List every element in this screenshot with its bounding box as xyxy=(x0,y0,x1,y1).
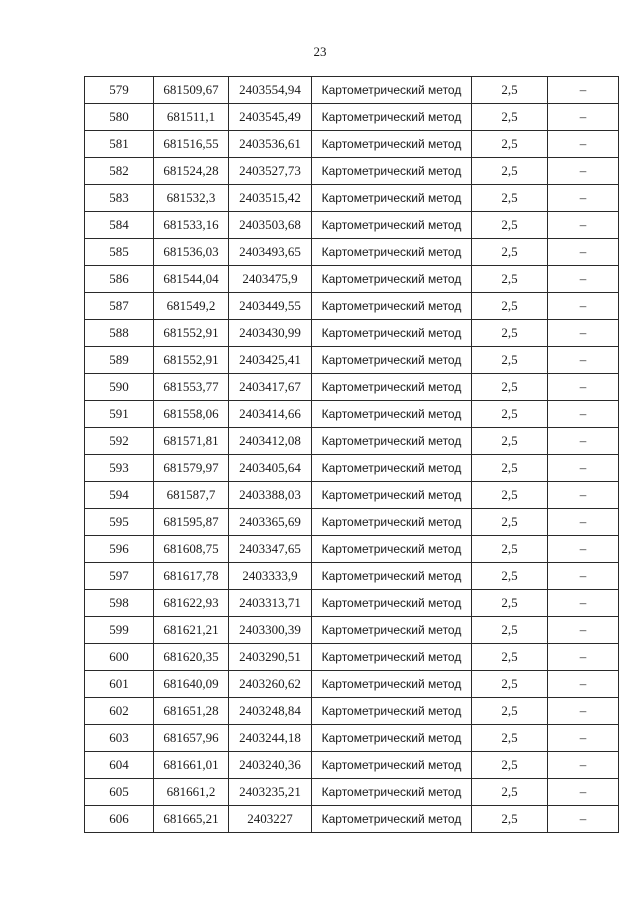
accuracy-cell: 2,5 xyxy=(472,131,548,158)
accuracy-cell: 2,5 xyxy=(472,374,548,401)
method-cell: Картометрический метод xyxy=(312,104,472,131)
accuracy-cell: 2,5 xyxy=(472,158,548,185)
point-number-cell: 581 xyxy=(85,131,154,158)
coordinates-table xyxy=(84,76,619,833)
table-row xyxy=(85,293,619,320)
x-coordinate-cell: 681608,75 xyxy=(154,536,229,563)
method-cell: Картометрический метод xyxy=(312,509,472,536)
table-row xyxy=(85,536,619,563)
method-cell: Картометрический метод xyxy=(312,428,472,455)
method-cell: Картометрический метод xyxy=(312,725,472,752)
y-coordinate-cell: 2403417,67 xyxy=(229,374,312,401)
accuracy-cell: 2,5 xyxy=(472,482,548,509)
table-row xyxy=(85,698,619,725)
method-cell: Картометрический метод xyxy=(312,455,472,482)
y-coordinate-cell: 2403290,51 xyxy=(229,644,312,671)
x-coordinate-cell: 681524,28 xyxy=(154,158,229,185)
y-coordinate-cell: 2403240,36 xyxy=(229,752,312,779)
x-coordinate-cell: 681553,77 xyxy=(154,374,229,401)
note-cell: – xyxy=(548,77,619,104)
y-coordinate-cell: 2403554,94 xyxy=(229,77,312,104)
x-coordinate-cell: 681558,06 xyxy=(154,401,229,428)
y-coordinate-cell: 2403333,9 xyxy=(229,563,312,590)
table-row xyxy=(85,104,619,131)
y-coordinate-cell: 2403260,62 xyxy=(229,671,312,698)
point-number-cell: 593 xyxy=(85,455,154,482)
note-cell: – xyxy=(548,725,619,752)
note-cell: – xyxy=(548,752,619,779)
method-cell: Картометрический метод xyxy=(312,212,472,239)
x-coordinate-cell: 681587,7 xyxy=(154,482,229,509)
point-number-cell: 600 xyxy=(85,644,154,671)
table-row xyxy=(85,779,619,806)
x-coordinate-cell: 681532,3 xyxy=(154,185,229,212)
note-cell: – xyxy=(548,806,619,833)
y-coordinate-cell: 2403493,65 xyxy=(229,239,312,266)
x-coordinate-cell: 681533,16 xyxy=(154,212,229,239)
point-number-cell: 599 xyxy=(85,617,154,644)
table-row xyxy=(85,401,619,428)
y-coordinate-cell: 2403244,18 xyxy=(229,725,312,752)
x-coordinate-cell: 681621,21 xyxy=(154,617,229,644)
accuracy-cell: 2,5 xyxy=(472,347,548,374)
y-coordinate-cell: 2403515,42 xyxy=(229,185,312,212)
method-cell: Картометрический метод xyxy=(312,752,472,779)
method-cell: Картометрический метод xyxy=(312,644,472,671)
x-coordinate-cell: 681552,91 xyxy=(154,347,229,374)
accuracy-cell: 2,5 xyxy=(472,266,548,293)
table-row xyxy=(85,185,619,212)
note-cell: – xyxy=(548,779,619,806)
accuracy-cell: 2,5 xyxy=(472,563,548,590)
method-cell: Картометрический метод xyxy=(312,563,472,590)
x-coordinate-cell: 681640,09 xyxy=(154,671,229,698)
note-cell: – xyxy=(548,671,619,698)
point-number-cell: 589 xyxy=(85,347,154,374)
method-cell: Картометрический метод xyxy=(312,347,472,374)
note-cell: – xyxy=(548,401,619,428)
method-cell: Картометрический метод xyxy=(312,806,472,833)
y-coordinate-cell: 2403449,55 xyxy=(229,293,312,320)
note-cell: – xyxy=(548,644,619,671)
table-row xyxy=(85,428,619,455)
x-coordinate-cell: 681579,97 xyxy=(154,455,229,482)
x-coordinate-cell: 681665,21 xyxy=(154,806,229,833)
method-cell: Картометрический метод xyxy=(312,77,472,104)
x-coordinate-cell: 681571,81 xyxy=(154,428,229,455)
table-row xyxy=(85,806,619,833)
y-coordinate-cell: 2403235,21 xyxy=(229,779,312,806)
note-cell: – xyxy=(548,158,619,185)
point-number-cell: 591 xyxy=(85,401,154,428)
accuracy-cell: 2,5 xyxy=(472,77,548,104)
y-coordinate-cell: 2403503,68 xyxy=(229,212,312,239)
point-number-cell: 586 xyxy=(85,266,154,293)
note-cell: – xyxy=(548,293,619,320)
accuracy-cell: 2,5 xyxy=(472,644,548,671)
x-coordinate-cell: 681617,78 xyxy=(154,563,229,590)
note-cell: – xyxy=(548,563,619,590)
point-number-cell: 606 xyxy=(85,806,154,833)
point-number-cell: 605 xyxy=(85,779,154,806)
note-cell: – xyxy=(548,536,619,563)
accuracy-cell: 2,5 xyxy=(472,455,548,482)
point-number-cell: 596 xyxy=(85,536,154,563)
method-cell: Картометрический метод xyxy=(312,482,472,509)
y-coordinate-cell: 2403414,66 xyxy=(229,401,312,428)
y-coordinate-cell: 2403227 xyxy=(229,806,312,833)
accuracy-cell: 2,5 xyxy=(472,725,548,752)
note-cell: – xyxy=(548,509,619,536)
accuracy-cell: 2,5 xyxy=(472,536,548,563)
method-cell: Картометрический метод xyxy=(312,779,472,806)
coordinates-table-body xyxy=(85,77,619,833)
table-row xyxy=(85,347,619,374)
note-cell: – xyxy=(548,266,619,293)
table-row xyxy=(85,590,619,617)
point-number-cell: 590 xyxy=(85,374,154,401)
accuracy-cell: 2,5 xyxy=(472,212,548,239)
y-coordinate-cell: 2403475,9 xyxy=(229,266,312,293)
point-number-cell: 587 xyxy=(85,293,154,320)
x-coordinate-cell: 681661,01 xyxy=(154,752,229,779)
y-coordinate-cell: 2403300,39 xyxy=(229,617,312,644)
table-row xyxy=(85,563,619,590)
point-number-cell: 602 xyxy=(85,698,154,725)
table-row xyxy=(85,77,619,104)
x-coordinate-cell: 681622,93 xyxy=(154,590,229,617)
note-cell: – xyxy=(548,347,619,374)
table-row xyxy=(85,725,619,752)
table-row xyxy=(85,266,619,293)
table-row xyxy=(85,752,619,779)
accuracy-cell: 2,5 xyxy=(472,320,548,347)
x-coordinate-cell: 681549,2 xyxy=(154,293,229,320)
y-coordinate-cell: 2403430,99 xyxy=(229,320,312,347)
page-number: 23 xyxy=(313,44,327,59)
table-row xyxy=(85,671,619,698)
method-cell: Картометрический метод xyxy=(312,158,472,185)
point-number-cell: 582 xyxy=(85,158,154,185)
note-cell: – xyxy=(548,482,619,509)
accuracy-cell: 2,5 xyxy=(472,698,548,725)
accuracy-cell: 2,5 xyxy=(472,293,548,320)
x-coordinate-cell: 681516,55 xyxy=(154,131,229,158)
table-row xyxy=(85,482,619,509)
y-coordinate-cell: 2403425,41 xyxy=(229,347,312,374)
x-coordinate-cell: 681657,96 xyxy=(154,725,229,752)
table-row xyxy=(85,617,619,644)
accuracy-cell: 2,5 xyxy=(472,509,548,536)
y-coordinate-cell: 2403365,69 xyxy=(229,509,312,536)
x-coordinate-cell: 681661,2 xyxy=(154,779,229,806)
y-coordinate-cell: 2403248,84 xyxy=(229,698,312,725)
point-number-cell: 603 xyxy=(85,725,154,752)
accuracy-cell: 2,5 xyxy=(472,617,548,644)
method-cell: Картометрический метод xyxy=(312,266,472,293)
x-coordinate-cell: 681509,67 xyxy=(154,77,229,104)
point-number-cell: 580 xyxy=(85,104,154,131)
note-cell: – xyxy=(548,104,619,131)
accuracy-cell: 2,5 xyxy=(472,104,548,131)
point-number-cell: 604 xyxy=(85,752,154,779)
accuracy-cell: 2,5 xyxy=(472,239,548,266)
note-cell: – xyxy=(548,590,619,617)
accuracy-cell: 2,5 xyxy=(472,671,548,698)
method-cell: Картометрический метод xyxy=(312,590,472,617)
table-row xyxy=(85,455,619,482)
accuracy-cell: 2,5 xyxy=(472,428,548,455)
table-row xyxy=(85,374,619,401)
point-number-cell: 585 xyxy=(85,239,154,266)
point-number-cell: 601 xyxy=(85,671,154,698)
x-coordinate-cell: 681536,03 xyxy=(154,239,229,266)
table-row xyxy=(85,212,619,239)
accuracy-cell: 2,5 xyxy=(472,590,548,617)
method-cell: Картометрический метод xyxy=(312,320,472,347)
y-coordinate-cell: 2403388,03 xyxy=(229,482,312,509)
method-cell: Картометрический метод xyxy=(312,671,472,698)
method-cell: Картометрический метод xyxy=(312,239,472,266)
table-row xyxy=(85,158,619,185)
y-coordinate-cell: 2403545,49 xyxy=(229,104,312,131)
point-number-cell: 594 xyxy=(85,482,154,509)
note-cell: – xyxy=(548,374,619,401)
table-row xyxy=(85,644,619,671)
accuracy-cell: 2,5 xyxy=(472,185,548,212)
x-coordinate-cell: 681552,91 xyxy=(154,320,229,347)
point-number-cell: 588 xyxy=(85,320,154,347)
x-coordinate-cell: 681544,04 xyxy=(154,266,229,293)
y-coordinate-cell: 2403347,65 xyxy=(229,536,312,563)
note-cell: – xyxy=(548,428,619,455)
note-cell: – xyxy=(548,212,619,239)
point-number-cell: 595 xyxy=(85,509,154,536)
method-cell: Картометрический метод xyxy=(312,293,472,320)
method-cell: Картометрический метод xyxy=(312,185,472,212)
y-coordinate-cell: 2403405,64 xyxy=(229,455,312,482)
table-row xyxy=(85,131,619,158)
note-cell: – xyxy=(548,698,619,725)
y-coordinate-cell: 2403527,73 xyxy=(229,158,312,185)
accuracy-cell: 2,5 xyxy=(472,401,548,428)
y-coordinate-cell: 2403536,61 xyxy=(229,131,312,158)
note-cell: – xyxy=(548,617,619,644)
note-cell: – xyxy=(548,239,619,266)
method-cell: Картометрический метод xyxy=(312,374,472,401)
accuracy-cell: 2,5 xyxy=(472,752,548,779)
table-row xyxy=(85,239,619,266)
y-coordinate-cell: 2403313,71 xyxy=(229,590,312,617)
method-cell: Картометрический метод xyxy=(312,401,472,428)
x-coordinate-cell: 681620,35 xyxy=(154,644,229,671)
note-cell: – xyxy=(548,455,619,482)
x-coordinate-cell: 681595,87 xyxy=(154,509,229,536)
point-number-cell: 579 xyxy=(85,77,154,104)
table-row xyxy=(85,320,619,347)
method-cell: Картометрический метод xyxy=(312,698,472,725)
x-coordinate-cell: 681651,28 xyxy=(154,698,229,725)
point-number-cell: 592 xyxy=(85,428,154,455)
table-row xyxy=(85,509,619,536)
point-number-cell: 584 xyxy=(85,212,154,239)
note-cell: – xyxy=(548,185,619,212)
y-coordinate-cell: 2403412,08 xyxy=(229,428,312,455)
method-cell: Картометрический метод xyxy=(312,536,472,563)
accuracy-cell: 2,5 xyxy=(472,779,548,806)
x-coordinate-cell: 681511,1 xyxy=(154,104,229,131)
note-cell: – xyxy=(548,131,619,158)
point-number-cell: 598 xyxy=(85,590,154,617)
note-cell: – xyxy=(548,320,619,347)
method-cell: Картометрический метод xyxy=(312,131,472,158)
method-cell: Картометрический метод xyxy=(312,617,472,644)
accuracy-cell: 2,5 xyxy=(472,806,548,833)
point-number-cell: 583 xyxy=(85,185,154,212)
point-number-cell: 597 xyxy=(85,563,154,590)
